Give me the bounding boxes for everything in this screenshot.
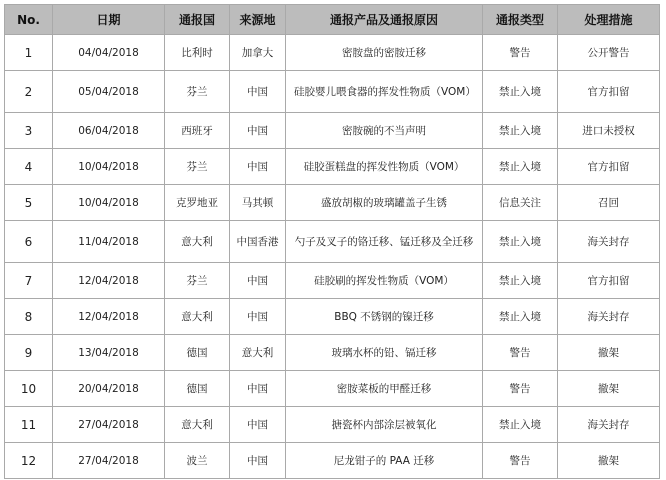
reason-text: 硅胶蛋糕盘的挥发性物质（VOM） <box>303 160 465 173</box>
cell-date: 20/04/2018 <box>53 371 165 407</box>
table-row <box>5 263 660 299</box>
table-row <box>5 335 660 371</box>
notification-table <box>4 4 660 479</box>
cell-origin: 意大利 <box>230 335 286 371</box>
table-header-row <box>5 5 660 35</box>
reason-text: 硅胶婴儿喂食器的挥发性物质（VOM） <box>294 85 476 98</box>
cell-notifying-country: 西班牙 <box>165 113 230 149</box>
cell-no: 2 <box>5 71 53 113</box>
cell-notification-type: 警告 <box>483 35 558 71</box>
cell-origin: 中国 <box>230 443 286 479</box>
cell-measure: 海关封存 <box>558 299 660 335</box>
cell-notification-type: 禁止入境 <box>483 299 558 335</box>
cell-product-reason <box>286 113 483 149</box>
table-row <box>5 113 660 149</box>
table-row <box>5 35 660 71</box>
cell-product-reason <box>286 443 483 479</box>
cell-notifying-country: 德国 <box>165 335 230 371</box>
table-row <box>5 71 660 113</box>
cell-date: 10/04/2018 <box>53 185 165 221</box>
cell-no: 1 <box>5 35 53 71</box>
cell-notifying-country: 意大利 <box>165 221 230 263</box>
cell-no: 8 <box>5 299 53 335</box>
header-notifying-country: 通报国 <box>165 5 230 35</box>
cell-notification-type: 禁止入境 <box>483 221 558 263</box>
cell-notifying-country: 芬兰 <box>165 263 230 299</box>
cell-date: 27/04/2018 <box>53 443 165 479</box>
cell-notification-type: 警告 <box>483 371 558 407</box>
cell-no: 9 <box>5 335 53 371</box>
cell-product-reason <box>286 71 483 113</box>
cell-notification-type: 禁止入境 <box>483 113 558 149</box>
cell-date: 06/04/2018 <box>53 113 165 149</box>
reason-text: 密胺菜板的甲醛迁移 <box>336 382 432 395</box>
cell-origin: 中国 <box>230 371 286 407</box>
header-origin: 来源地 <box>230 5 286 35</box>
cell-product-reason <box>286 371 483 407</box>
cell-notifying-country: 意大利 <box>165 299 230 335</box>
table-row <box>5 407 660 443</box>
reason-text: 搪瓷杯内部涂层被氧化 <box>331 418 437 431</box>
cell-measure: 召回 <box>558 185 660 221</box>
cell-product-reason <box>286 407 483 443</box>
cell-measure: 海关封存 <box>558 221 660 263</box>
cell-origin: 马其顿 <box>230 185 286 221</box>
cell-notifying-country: 意大利 <box>165 407 230 443</box>
reason-text: 尼龙钳子的 PAA 迁移 <box>333 454 435 467</box>
cell-no: 6 <box>5 221 53 263</box>
cell-date: 04/04/2018 <box>53 35 165 71</box>
header-no: No. <box>5 5 53 35</box>
cell-date: 27/04/2018 <box>53 407 165 443</box>
table-row <box>5 185 660 221</box>
table-row <box>5 221 660 263</box>
cell-notification-type: 警告 <box>483 443 558 479</box>
cell-date: 11/04/2018 <box>53 221 165 263</box>
cell-notifying-country: 德国 <box>165 371 230 407</box>
cell-origin: 中国 <box>230 71 286 113</box>
header-measure: 处理措施 <box>558 5 660 35</box>
cell-measure: 撤架 <box>558 443 660 479</box>
reason-text: BBQ 不锈钢的镍迁移 <box>334 310 434 323</box>
cell-notification-type: 禁止入境 <box>483 263 558 299</box>
cell-notification-type: 禁止入境 <box>483 149 558 185</box>
cell-origin: 中国 <box>230 263 286 299</box>
table-row <box>5 149 660 185</box>
cell-no: 5 <box>5 185 53 221</box>
reason-text: 勺子及叉子的铬迁移、锰迁移及全迁移 <box>294 235 474 248</box>
cell-origin: 中国 <box>230 113 286 149</box>
cell-no: 7 <box>5 263 53 299</box>
table-row <box>5 371 660 407</box>
reason-text: 密胺盘的密胺迁移 <box>342 46 426 59</box>
cell-notification-type: 禁止入境 <box>483 407 558 443</box>
cell-no: 10 <box>5 371 53 407</box>
cell-origin: 中国香港 <box>230 221 286 263</box>
table-row <box>5 443 660 479</box>
cell-notifying-country: 比利时 <box>165 35 230 71</box>
cell-measure: 进口未授权 <box>558 113 660 149</box>
cell-date: 13/04/2018 <box>53 335 165 371</box>
cell-measure: 官方扣留 <box>558 71 660 113</box>
cell-product-reason <box>286 263 483 299</box>
reason-text: 玻璃水杯的铅、镉迁移 <box>331 346 437 359</box>
cell-no: 12 <box>5 443 53 479</box>
cell-product-reason <box>286 299 483 335</box>
cell-product-reason <box>286 335 483 371</box>
reason-text: 盛放胡椒的玻璃罐盖子生锈 <box>321 196 447 209</box>
cell-notification-type: 警告 <box>483 335 558 371</box>
cell-date: 10/04/2018 <box>53 149 165 185</box>
cell-notifying-country: 波兰 <box>165 443 230 479</box>
reason-text: 密胺碗的不当声明 <box>342 124 426 137</box>
cell-product-reason <box>286 221 483 263</box>
cell-no: 3 <box>5 113 53 149</box>
notification-table-container <box>4 4 660 479</box>
cell-date: 12/04/2018 <box>53 299 165 335</box>
cell-origin: 中国 <box>230 407 286 443</box>
cell-measure: 官方扣留 <box>558 149 660 185</box>
cell-no: 4 <box>5 149 53 185</box>
cell-measure: 官方扣留 <box>558 263 660 299</box>
cell-measure: 撤架 <box>558 371 660 407</box>
cell-notification-type: 禁止入境 <box>483 71 558 113</box>
header-date: 日期 <box>53 5 165 35</box>
cell-origin: 中国 <box>230 299 286 335</box>
cell-origin: 加拿大 <box>230 35 286 71</box>
header-notification-type: 通报类型 <box>483 5 558 35</box>
cell-product-reason <box>286 149 483 185</box>
reason-text: 硅胶刷的挥发性物质（VOM） <box>314 274 454 287</box>
cell-date: 05/04/2018 <box>53 71 165 113</box>
cell-notification-type: 信息关注 <box>483 185 558 221</box>
cell-notifying-country: 芬兰 <box>165 149 230 185</box>
cell-notifying-country: 芬兰 <box>165 71 230 113</box>
cell-measure: 公开警告 <box>558 35 660 71</box>
cell-date: 12/04/2018 <box>53 263 165 299</box>
cell-origin: 中国 <box>230 149 286 185</box>
cell-measure: 撤架 <box>558 335 660 371</box>
cell-product-reason <box>286 185 483 221</box>
cell-measure: 海关封存 <box>558 407 660 443</box>
cell-product-reason <box>286 35 483 71</box>
header-product-reason: 通报产品及通报原因 <box>286 5 483 35</box>
cell-no: 11 <box>5 407 53 443</box>
cell-notifying-country: 克罗地亚 <box>165 185 230 221</box>
table-row <box>5 299 660 335</box>
